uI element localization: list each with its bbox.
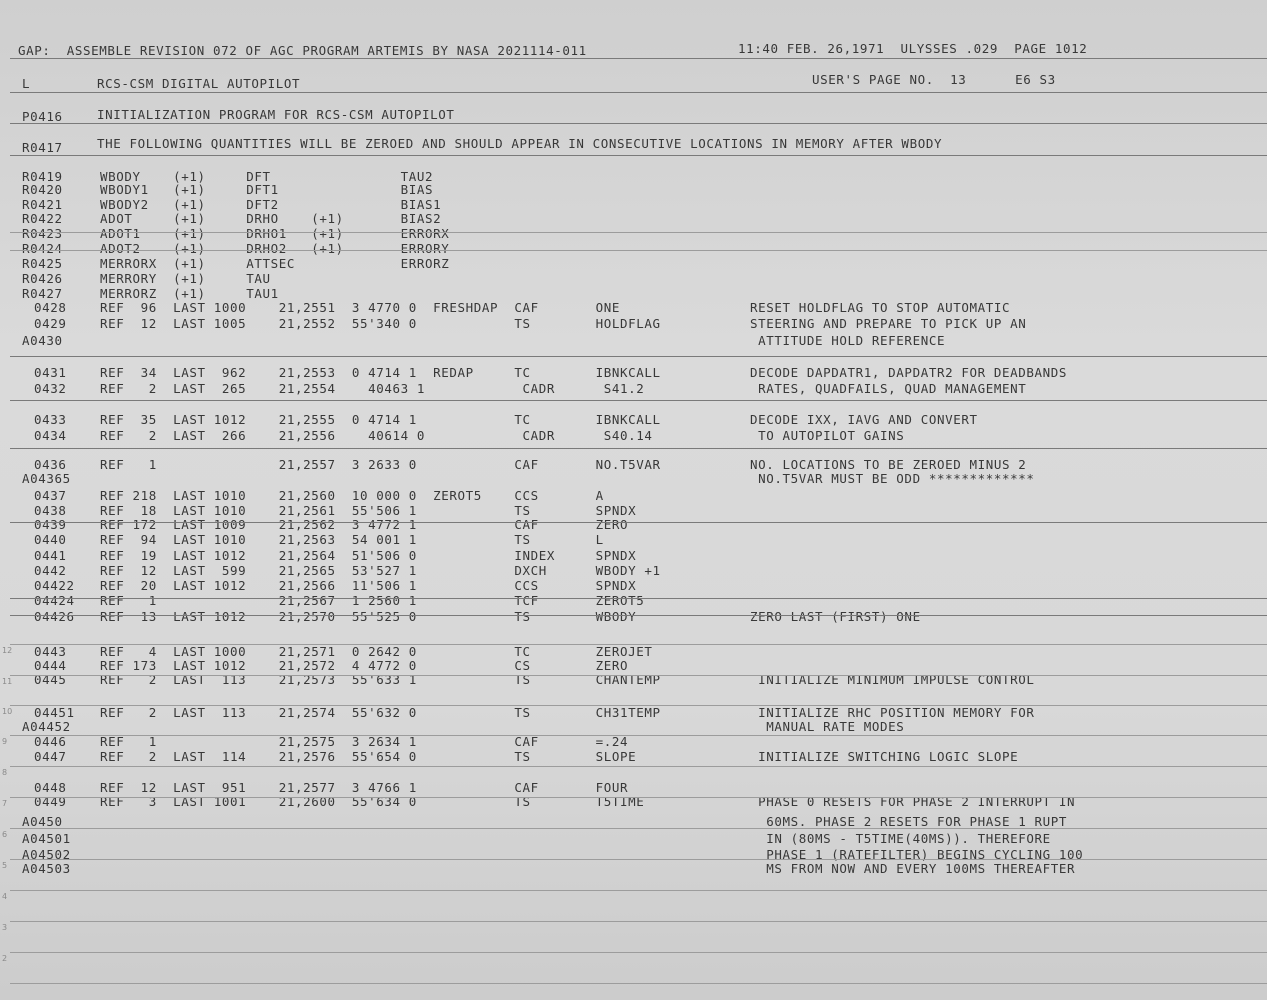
line-id: A04365	[22, 471, 71, 486]
line-text: REF 94 LAST 1010 21,2563 54 001 1 TS L	[100, 532, 604, 547]
line-id: A04502	[22, 847, 71, 862]
line-id: A0430	[22, 333, 63, 348]
line-text: ADOT (+1) DRHO (+1) BIAS2	[100, 211, 442, 226]
rule	[10, 598, 1267, 599]
line-text: REF 35 LAST 1012 21,2555 0 4714 1 TC IBNKCALL DECODE IXX, IAVG AND CONVERT	[100, 412, 978, 427]
line-id: 04424	[34, 593, 75, 608]
rule	[10, 615, 1267, 616]
line-text: REF 218 LAST 1010 21,2560 10 000 0 ZEROT5 CCS A	[100, 488, 604, 503]
rule	[10, 890, 1267, 891]
rule	[10, 155, 1267, 156]
line-text: PHASE 1 (RATEFILTER) BEGINS CYCLING 100	[100, 847, 1084, 862]
line-text: REF 12 LAST 951 21,2577 3 4766 1 CAF FOUR	[100, 780, 629, 795]
line-id: A04501	[22, 831, 71, 846]
margin-number: 10	[2, 707, 13, 716]
p0416-text: INITIALIZATION PROGRAM FOR RCS-CSM AUTOPILOT	[97, 107, 455, 122]
line-id: 0443	[34, 644, 67, 659]
rule	[10, 644, 1267, 645]
margin-number: 11	[2, 677, 13, 686]
line-text: REF 2 LAST 114 21,2576 55'654 0 TS SLOPE INITIALIZE SWITCHING LOGIC SLOPE	[100, 749, 1019, 764]
line-text: REF 13 LAST 1012 21,2570 55'525 0 TS WBODY ZERO LAST (FIRST) ONE	[100, 609, 921, 624]
rule	[10, 797, 1267, 798]
line-text: REF 173 LAST 1012 21,2572 4 4772 0 CS ZERO	[100, 658, 629, 673]
line-text: ADOT1 (+1) DRHO1 (+1) ERRORX	[100, 226, 450, 241]
header-line-2-title: RCS-CSM DIGITAL AUTOPILOT	[97, 76, 301, 91]
rule	[10, 735, 1267, 736]
rule	[10, 983, 1267, 984]
line-text: REF 172 LAST 1009 21,2562 3 4772 1 CAF ZERO	[100, 517, 629, 532]
line-id: R0419	[22, 169, 63, 184]
line-text: MERRORZ (+1) TAU1	[100, 286, 279, 301]
line-text: IN (80MS - T5TIME(40MS)). THEREFORE	[100, 831, 1051, 846]
header-line-1-left: GAP: ASSEMBLE REVISION 072 OF AGC PROGRAM ARTEMIS BY NASA 2021114-011	[18, 43, 587, 58]
line-id: 0445	[34, 672, 67, 687]
line-text: REF 34 LAST 962 21,2553 0 4714 1 REDAP TC IBNKCALL DECODE DAPDATR1, DAPDATR2 FOR DEADBANDS	[100, 365, 1067, 380]
header-line-2-code: L	[22, 76, 31, 91]
line-text: MANUAL RATE MODES	[100, 719, 905, 734]
margin-number: 2	[2, 954, 8, 963]
rule	[10, 952, 1267, 953]
rule	[10, 356, 1267, 357]
line-text: WBODY (+1) DFT TAU2	[100, 169, 434, 184]
line-text: REF 4 LAST 1000 21,2571 0 2642 0 TC ZEROJET	[100, 644, 653, 659]
line-id: 0438	[34, 503, 67, 518]
line-text: REF 1 21,2575 3 2634 1 CAF =.24	[100, 734, 629, 749]
margin-number: 9	[2, 737, 8, 746]
rule	[10, 58, 1267, 59]
line-id: R0426	[22, 271, 63, 286]
line-text: REF 12 LAST 1005 21,2552 55'340 0 TS HOLDFLAG STEERING AND PREPARE TO PICK UP AN	[100, 316, 1027, 331]
line-id: 0441	[34, 548, 67, 563]
rule	[10, 123, 1267, 124]
margin-number: 12	[2, 646, 13, 655]
line-id: 04422	[34, 578, 75, 593]
line-id: 0448	[34, 780, 67, 795]
line-text: REF 18 LAST 1010 21,2561 55'506 1 TS SPNDX	[100, 503, 637, 518]
line-text: REF 2 LAST 113 21,2574 55'632 0 TS CH31TEMP INITIALIZE RHC POSITION MEMORY FOR	[100, 705, 1035, 720]
line-text: WBODY2 (+1) DFT2 BIAS1	[100, 197, 442, 212]
line-id: A0450	[22, 814, 63, 829]
line-text: REF 2 LAST 266 21,2556 40614 0 CADR S40.14 TO AUTOPILOT GAINS	[100, 428, 905, 443]
line-text: MERRORX (+1) ATTSEC ERRORZ	[100, 256, 450, 271]
line-text: REF 1 21,2557 3 2633 0 CAF NO.T5VAR NO. LOCATIONS TO BE ZEROED MINUS 2	[100, 457, 1027, 472]
line-id: 0433	[34, 412, 67, 427]
rule	[10, 522, 1267, 523]
margin-number: 8	[2, 768, 8, 777]
line-id: 0429	[34, 316, 67, 331]
rule	[10, 250, 1267, 251]
line-id: A04503	[22, 861, 71, 876]
rule	[10, 921, 1267, 922]
line-text: REF 12 LAST 599 21,2565 53'527 1 DXCH WBODY +1	[100, 563, 661, 578]
rule	[10, 766, 1267, 767]
rule	[10, 859, 1267, 860]
line-id: 0431	[34, 365, 67, 380]
line-text: 60MS. PHASE 2 RESETS FOR PHASE 1 RUPT	[100, 814, 1067, 829]
line-id: 0447	[34, 749, 67, 764]
line-id: 04451	[34, 705, 75, 720]
line-text: ADOT2 (+1) DRHO2 (+1) ERRORY	[100, 241, 450, 256]
line-text: WBODY1 (+1) DFT1 BIAS	[100, 182, 434, 197]
header-line-2-right: USER'S PAGE NO. 13 E6 S3	[812, 72, 1056, 87]
line-id: R0420	[22, 182, 63, 197]
line-id: 0432	[34, 381, 67, 396]
rule	[10, 232, 1267, 233]
line-id: R0423	[22, 226, 63, 241]
line-id: 0446	[34, 734, 67, 749]
line-text: REF 1 21,2567 1 2560 1 TCF ZEROT5	[100, 593, 645, 608]
line-text: MS FROM NOW AND EVERY 100MS THEREAFTER	[100, 861, 1076, 876]
line-text: REF 19 LAST 1012 21,2564 51'506 0 INDEX SPNDX	[100, 548, 637, 563]
margin-number: 3	[2, 923, 8, 932]
header-line-1-right: 11:40 FEB. 26,1971 ULYSSES .029 PAGE 1012	[738, 41, 1088, 56]
margin-number: 7	[2, 799, 8, 808]
rule	[10, 448, 1267, 449]
line-id: 0436	[34, 457, 67, 472]
line-text: REF 3 LAST 1001 21,2600 55'634 0 TS T5TIME PHASE 0 RESETS FOR PHASE 2 INTERRUPT IN	[100, 794, 1076, 809]
rule	[10, 92, 1267, 93]
line-text: ATTITUDE HOLD REFERENCE	[100, 333, 946, 348]
rule	[10, 705, 1267, 706]
line-text: REF 96 LAST 1000 21,2551 3 4770 0 FRESHDAP CAF ONE RESET HOLDFLAG TO STOP AUTOMATIC	[100, 300, 1011, 315]
margin-number: 6	[2, 830, 8, 839]
line-id: R0421	[22, 197, 63, 212]
line-text: REF 20 LAST 1012 21,2566 11'506 1 CCS SPNDX	[100, 578, 637, 593]
line-id: R0427	[22, 286, 63, 301]
line-id: 04426	[34, 609, 75, 624]
line-text: REF 2 LAST 265 21,2554 40463 1 CADR S41.2 RATES, QUADFAILS, QUAD MANAGEMENT	[100, 381, 1027, 396]
rule	[10, 828, 1267, 829]
p0416-id: P0416	[22, 109, 63, 124]
margin-number: 4	[2, 892, 8, 901]
rule	[10, 400, 1267, 401]
line-id: R0422	[22, 211, 63, 226]
line-id: 0434	[34, 428, 67, 443]
line-id: 0439	[34, 517, 67, 532]
line-id: A04452	[22, 719, 71, 734]
line-text: MERRORY (+1) TAU	[100, 271, 271, 286]
r0417-id: R0417	[22, 140, 63, 155]
line-id: 0442	[34, 563, 67, 578]
line-text: NO.T5VAR MUST BE ODD *************	[100, 471, 1035, 486]
line-id: 0444	[34, 658, 67, 673]
r0417-text: THE FOLLOWING QUANTITIES WILL BE ZEROED AND SHOULD APPEAR IN CONSECUTIVE LOCATIONS IN MEMORY AFTER WBODY	[97, 136, 943, 151]
line-id: R0424	[22, 241, 63, 256]
line-id: R0425	[22, 256, 63, 271]
line-id: 0428	[34, 300, 67, 315]
line-id: 0440	[34, 532, 67, 547]
line-id: 0437	[34, 488, 67, 503]
line-id: 0449	[34, 794, 67, 809]
rule	[10, 675, 1267, 676]
line-text: REF 2 LAST 113 21,2573 55'633 1 TS CHANTEMP INITIALIZE MINIMUM IMPULSE CONTROL	[100, 672, 1035, 687]
margin-number: 5	[2, 861, 8, 870]
